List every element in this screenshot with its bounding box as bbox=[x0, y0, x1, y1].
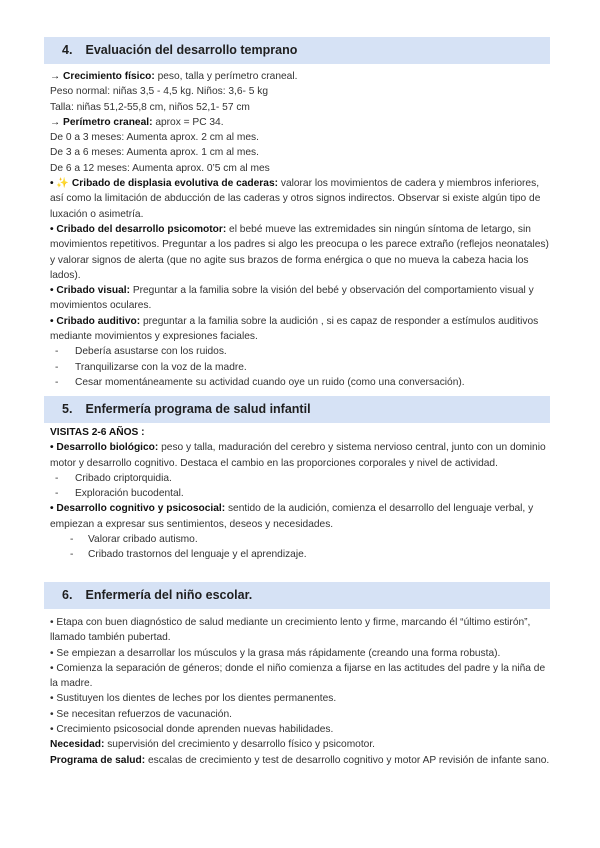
section-6-header bbox=[44, 582, 550, 609]
list-item: - Tranquilizarse con la voz de la madre. bbox=[55, 361, 247, 373]
section-4-body bbox=[50, 69, 555, 390]
section-4-title: Evaluación del desarrollo temprano bbox=[85, 43, 298, 57]
section-6-body bbox=[50, 615, 555, 768]
growth-0-3: De 0 a 3 meses: Aumenta aprox. 2 cm al mes. bbox=[50, 132, 259, 144]
list-item: • Se empiezan a desarrollar los músculos y la grasa más rápidamente (creando una forma robusta). bbox=[50, 647, 501, 659]
section-5-header bbox=[44, 396, 550, 423]
list-item: - Cribado criptorquidia. bbox=[55, 472, 172, 484]
need-line: Necesidad: supervisión del crecimiento y desarrollo físico y psicomotor. bbox=[50, 739, 376, 751]
list-item: • Se necesitan refuerzos de vacunación. bbox=[50, 708, 232, 720]
section-6-number: 6. bbox=[62, 588, 73, 602]
growth-3-6: De 3 a 6 meses: Aumenta aprox. 1 cm al mes. bbox=[50, 147, 259, 159]
list-item: • Sustituyen los dientes de leches por los dientes permanentes. bbox=[50, 693, 337, 705]
section-5-body bbox=[50, 425, 555, 563]
weight-line: Peso normal: niñas 3,5 - 4,5 kg. Niños: 3,6- 5 kg bbox=[50, 86, 269, 98]
psychomotor-screening: • Cribado del desarrollo psicomotor: el bebé mueve las extremidades sin ningún síntoma de letargo, sin movimientos repetitivos. Preguntar a los padres si algo les preocupa o les parece extraño (reflejos neonatales) y valorar signos de alerta (que no agite sus brazos de forma enérgica o que no mueva la cabeza hacia los lados). bbox=[50, 223, 549, 281]
health-program-line: Programa de salud: escalas de crecimiento y test de desarrollo cognitivo y motor AP revisión de infante sano. bbox=[50, 754, 550, 766]
section-4-header bbox=[44, 37, 550, 64]
list-item: • Comienza la separación de géneros; donde el niño comienza a fijarse en las actitudes del padre y la niña de la madre. bbox=[50, 662, 546, 690]
list-item: - Cesar momentáneamente su actividad cuando oye un ruido (como una conversación). bbox=[55, 376, 465, 388]
height-line: Talla: niñas 51,2-55,8 cm, niños 52,1- 57 cm bbox=[50, 101, 250, 113]
list-item: - Exploración bucodental. bbox=[55, 488, 184, 500]
growth-line: → Crecimiento físico: peso, talla y perímetro craneal. bbox=[50, 71, 298, 82]
head-circumference-line: → Perímetro craneal: aprox = PC 34. bbox=[50, 116, 224, 128]
visits-heading: VISITAS 2-6 AÑOS : bbox=[50, 427, 145, 438]
section-4-number: 4. bbox=[62, 43, 73, 57]
list-item: - Cribado trastornos del lenguaje y el aprendizaje. bbox=[70, 549, 307, 561]
list-item: • Etapa con buen diagnóstico de salud mediante un crecimiento lento y firme, marcando él “último estirón”, llamado también pubertad. bbox=[50, 617, 531, 644]
section-6-title: Enfermería del niño escolar. bbox=[85, 588, 253, 602]
hearing-screening: • Cribado auditivo: preguntar a la familia sobre la audición , si es capaz de responder a estímulos auditivos mediante movimientos y expresiones faciales. bbox=[50, 315, 539, 343]
hip-screening: • ✨ Cribado de displasia evolutiva de caderas: valorar los movimientos de cadera y miembros inferiores, así como la limitación de abducción de las caderas y otros signos indirectos. Observar si existe algún tipo de luxación o asimetría. bbox=[50, 178, 541, 220]
cognitive-development: • Desarrollo cognitivo y psicosocial: sentido de la audición, comienza el desarrollo del lenguaje verbal, y empiezan a expresar sus sentimientos, deseos y necesidades. bbox=[50, 503, 534, 530]
visual-screening: • Cribado visual: Preguntar a la familia sobre la visión del bebé y observación del comportamiento visual y movimientos oculares. bbox=[50, 285, 534, 312]
biological-development: • Desarrollo biológico: peso y talla, maduración del cerebro y sistema nervioso central, junto con un dominio motor y desarrollo cognitivo. Destaca el cambio en las proporciones corporales y nivel de actividad. bbox=[50, 442, 546, 469]
section-5-title: Enfermería programa de salud infantil bbox=[85, 402, 311, 416]
growth-6-12: De 6 a 12 meses: Aumenta aprox. 0’5 cm al mes bbox=[50, 162, 270, 174]
list-item: - Debería asustarse con los ruidos. bbox=[55, 346, 227, 358]
list-item: - Valorar cribado autismo. bbox=[70, 534, 198, 546]
list-item: • Crecimiento psicosocial donde aprenden nuevas habilidades. bbox=[50, 724, 334, 736]
section-5-number: 5. bbox=[62, 402, 73, 416]
